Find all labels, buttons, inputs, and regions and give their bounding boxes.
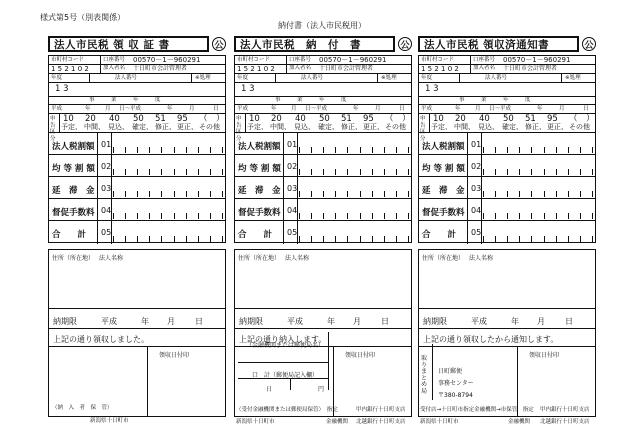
form-number: 様式第5号（別表関係） (40, 13, 126, 22)
kubun-code: 50 (503, 114, 514, 124)
period-year-2: 年 (167, 106, 173, 112)
account-label: 口座番号 (289, 57, 312, 63)
code-label: 市町村コード (421, 57, 455, 63)
account-label: 口座番号 (473, 57, 496, 63)
period-month-1: 月 (105, 106, 111, 112)
year-code-label: 年度 (51, 75, 63, 81)
label-late-charge: 延 滞 金 (238, 186, 281, 196)
received-statement: 上記の通り領収したから通知します。 (423, 335, 559, 344)
proc-label: ※処理 (195, 75, 211, 81)
year-code-label: 年度 (421, 75, 433, 81)
kubun-code: 20 (85, 114, 96, 124)
period-month-2: 月 (559, 106, 565, 112)
kubun-name: 確定、 (132, 123, 153, 131)
footer-sheet3-bottom3: 北越銀行十日町支店 (540, 419, 590, 425)
footer-sheet1-right: 新潟県十日町市 (90, 418, 129, 424)
received-statement: 上記の通り領収しました。 (53, 335, 149, 344)
deadline-label: 納期限 (53, 317, 77, 326)
period-era-1: 平成 (421, 106, 433, 112)
business-year-label: 事 業 年 度 (89, 97, 161, 103)
footer-sheet2-top2: 甲内銀行十日町支店 (356, 407, 406, 413)
kubun-name: 確定、 (502, 123, 523, 131)
title-bar (48, 36, 226, 52)
kubun-code: 10 (249, 114, 260, 124)
kubun-code: 51 (155, 114, 166, 124)
account-value: 00570－1－960291 (133, 56, 201, 64)
kubun-name: 更正、 (177, 123, 198, 131)
date-stamp-label: 領収日付印 (159, 352, 190, 359)
subscriber-label: 加入者名 (103, 65, 126, 71)
kubun-name: 中間、 (270, 123, 291, 131)
year-code-label: 年度 (237, 75, 249, 81)
label-total: 合 計 (238, 230, 273, 240)
kubun-name: 見込、 (294, 123, 315, 131)
kubun-code: 20 (271, 114, 282, 124)
kubun-name: 中間、 (454, 123, 475, 131)
item-no: 05 (471, 228, 482, 237)
kubun-name: 更正、 (547, 123, 568, 131)
label-late-charge: 延 滞 金 (422, 186, 465, 196)
kubun-code: 20 (455, 114, 466, 124)
item-no: 04 (101, 206, 112, 215)
post-line: 〒380-8794 (438, 392, 473, 399)
kubun-code: 51 (341, 114, 352, 124)
period-day-2: 日 (213, 106, 219, 112)
period-year-1: 年 (85, 106, 91, 112)
label-total: 合 計 (52, 230, 87, 240)
kubun-name: その他 (569, 123, 590, 131)
corp-no-label: 法人番号 (115, 75, 138, 81)
period-day-1: 日～平成 (119, 106, 142, 112)
period-year-2: 年 (353, 106, 359, 112)
kubun-side-label: 申告区分 (50, 116, 56, 142)
day-label: 日 (266, 386, 273, 393)
kubun-code: （ ） (199, 114, 225, 124)
item-no: 02 (287, 162, 298, 171)
period-day-2: 日 (399, 106, 405, 112)
deadline-month: 月 (167, 317, 175, 326)
label-late-charge: 延 滞 金 (52, 186, 95, 196)
lower-section (48, 249, 226, 417)
deadline-year: 年 (141, 317, 149, 326)
kubun-code: （ ） (385, 114, 411, 124)
kubun-name: 確定、 (318, 123, 339, 131)
deadline-month: 月 (537, 317, 545, 326)
label-dunning-fee: 督促手数料 (52, 208, 95, 218)
account-value: 00570－1－960291 (503, 56, 571, 64)
kubun-code: 40 (479, 114, 490, 124)
kubun-name: 中間、 (84, 123, 105, 131)
kubun-name: 更正、 (363, 123, 384, 131)
item-no: 02 (471, 162, 482, 171)
code-value: 1 5 2 1 0 2 (421, 65, 459, 73)
kubun-name: 修正、 (525, 123, 546, 131)
kubun-side-label: 申告区分 (420, 116, 426, 142)
kubun-code: 95 (547, 114, 558, 124)
upper-section (418, 55, 596, 243)
item-no: 02 (101, 162, 112, 171)
footer-sheet2-bottom2: 金融機関 (326, 419, 349, 425)
kubun-code: 50 (319, 114, 330, 124)
footer-sheet1-left: （納 入 者 保 管） (52, 405, 113, 411)
post-line: 事務センター (438, 380, 474, 387)
kubun-code: 10 (433, 114, 444, 124)
kubun-name: 見込、 (108, 123, 129, 131)
kubun-code: 10 (63, 114, 74, 124)
deadline-label: 納期限 (423, 317, 447, 326)
period-month-2: 月 (375, 106, 381, 112)
business-year-label: 事 業 年 度 (275, 97, 347, 103)
label-corporate-tax: 法人税割額 (52, 142, 95, 152)
date-stamp-label: 領収日付印 (345, 352, 376, 359)
yen-label: 円 (318, 386, 325, 393)
item-no: 05 (287, 228, 298, 237)
year-value: 1 3 (425, 84, 439, 94)
code-value: 1 5 2 1 0 2 (51, 65, 89, 73)
title-bar (418, 36, 596, 52)
corp-name-label: 法人名称 (99, 255, 124, 262)
subscriber-value: 十日町市会計管理者 (503, 65, 558, 72)
subscriber-label: 加入者名 (473, 65, 496, 71)
footer-sheet2-top: （受付金融機関または郵便局保管） 指定 (236, 407, 338, 413)
center-header: 納付書（法人市民税用） (278, 21, 366, 30)
kubun-name: その他 (199, 123, 220, 131)
period-day-2: 日 (583, 106, 589, 112)
collection-office-label: 取りまとめ局 (421, 355, 428, 395)
deadline-day: 日 (565, 317, 573, 326)
bank-label: （金融機関または郵便局名） (246, 342, 325, 349)
kubun-name: 修正、 (155, 123, 176, 131)
form-title: 法人市民税 領 収 証 書 (48, 36, 209, 52)
upper-section (234, 55, 412, 243)
label-total: 合 計 (422, 230, 457, 240)
proc-label: ※処理 (565, 75, 581, 81)
label-dunning-fee: 督促手数料 (238, 208, 281, 218)
kubun-code: 95 (177, 114, 188, 124)
kubun-side-label: 申告区分 (236, 116, 242, 142)
year-value: 1 3 (55, 84, 69, 94)
form-title: 法人市民税 領収済通知書 (418, 36, 579, 52)
subscriber-value: 十日町市会計管理者 (319, 65, 374, 72)
public-seal-icon: 公 (212, 37, 226, 51)
item-no: 01 (287, 140, 298, 149)
corp-name-label: 法人名称 (285, 255, 310, 262)
period-year-1: 年 (455, 106, 461, 112)
sheet-receipt (48, 36, 226, 417)
kubun-name: 見込、 (478, 123, 499, 131)
code-label: 市町村コード (51, 57, 85, 63)
deadline-year: 年 (511, 317, 519, 326)
deadline-month: 月 (353, 317, 361, 326)
item-no: 03 (287, 184, 298, 193)
title-bar (234, 36, 412, 52)
proc-label: ※処理 (381, 75, 397, 81)
label-corporate-tax: 法人税割額 (422, 142, 465, 152)
corp-no-label: 法人番号 (301, 75, 324, 81)
business-year-label: 事 業 年 度 (459, 97, 531, 103)
subscriber-label: 加入者名 (289, 65, 312, 71)
deadline-year: 年 (327, 317, 335, 326)
period-day-1: 日～平成 (305, 106, 328, 112)
deadline-era: 平成 (471, 317, 487, 326)
period-month-2: 月 (189, 106, 195, 112)
label-equal-levy: 均 等 割 額 (52, 164, 95, 174)
period-era-1: 平成 (237, 106, 249, 112)
corp-no-label: 法人番号 (485, 75, 508, 81)
code-value: 1 5 2 1 0 2 (237, 65, 275, 73)
label-equal-levy: 均 等 割 額 (422, 164, 465, 174)
item-no: 03 (471, 184, 482, 193)
kubun-name: 修正、 (341, 123, 362, 131)
upper-section (48, 55, 226, 243)
received-statement: 上記の通り納入します。 (239, 335, 327, 344)
item-no: 01 (471, 140, 482, 149)
period-month-1: 月 (291, 106, 297, 112)
public-seal-icon: 公 (398, 37, 412, 51)
footer-sheet3-top2: 甲内銀行十日町支店 (540, 407, 590, 413)
period-year-2: 年 (537, 106, 543, 112)
code-label: 市町村コード (237, 57, 271, 63)
period-month-1: 月 (475, 106, 481, 112)
kubun-code: 51 (525, 114, 536, 124)
footer-sheet2-bottom3: 北越銀行十日町支店 (356, 419, 406, 425)
post-line: 日町郵便 (438, 368, 463, 375)
item-no: 05 (101, 228, 112, 237)
account-label: 口座番号 (103, 57, 126, 63)
deadline-day: 日 (195, 317, 203, 326)
kubun-code: （ ） (569, 114, 595, 124)
address-label: 住所（所在地） (422, 255, 465, 262)
deadline-label: 納期限 (239, 317, 263, 326)
date-stamp-label: 領収日付印 (529, 352, 560, 359)
period-year-1: 年 (271, 106, 277, 112)
deadline-era: 平成 (101, 317, 117, 326)
address-label: 住所（所在地） (52, 255, 95, 262)
item-no: 01 (101, 140, 112, 149)
deadline-day: 日 (381, 317, 389, 326)
kubun-code: 50 (133, 114, 144, 124)
footer-sheet3-bottom2: 金融機関 (508, 419, 531, 425)
kubun-code: 40 (109, 114, 120, 124)
label-dunning-fee: 督促手数料 (422, 208, 465, 218)
item-no: 03 (101, 184, 112, 193)
kubun-code: 95 (363, 114, 374, 124)
period-day-1: 日～平成 (489, 106, 512, 112)
label-equal-levy: 均 等 割 額 (238, 164, 281, 174)
footer-sheet2-bottom: 新潟県十日町市 (236, 419, 275, 425)
kubun-code: 40 (295, 114, 306, 124)
subscriber-value: 十日町市会計管理者 (133, 65, 188, 72)
footer-sheet3-bottom: 新潟県十日町市 (420, 419, 459, 425)
public-seal-icon: 公 (582, 37, 596, 51)
item-no: 04 (287, 206, 298, 215)
kubun-name: 予定、 (247, 123, 268, 131)
year-value: 1 3 (241, 84, 255, 94)
window-label: 口 計（郵便局記入欄） (252, 372, 319, 379)
form-title: 法人市民税 納 付 書 (234, 36, 395, 52)
period-era-1: 平成 (51, 106, 63, 112)
label-corporate-tax: 法人税割額 (238, 142, 281, 152)
corp-name-label: 法人名称 (469, 255, 494, 262)
item-no: 04 (471, 206, 482, 215)
kubun-name: その他 (385, 123, 406, 131)
deadline-era: 平成 (287, 317, 303, 326)
footer-sheet3-top: 受付店→十日町市指定金融機関→市保管 指定 (420, 407, 534, 413)
kubun-name: 予定、 (61, 123, 82, 131)
kubun-name: 予定、 (431, 123, 452, 131)
sheet-notice (418, 36, 596, 417)
address-label: 住所（所在地） (238, 255, 281, 262)
account-value: 00570－1－960291 (319, 56, 387, 64)
